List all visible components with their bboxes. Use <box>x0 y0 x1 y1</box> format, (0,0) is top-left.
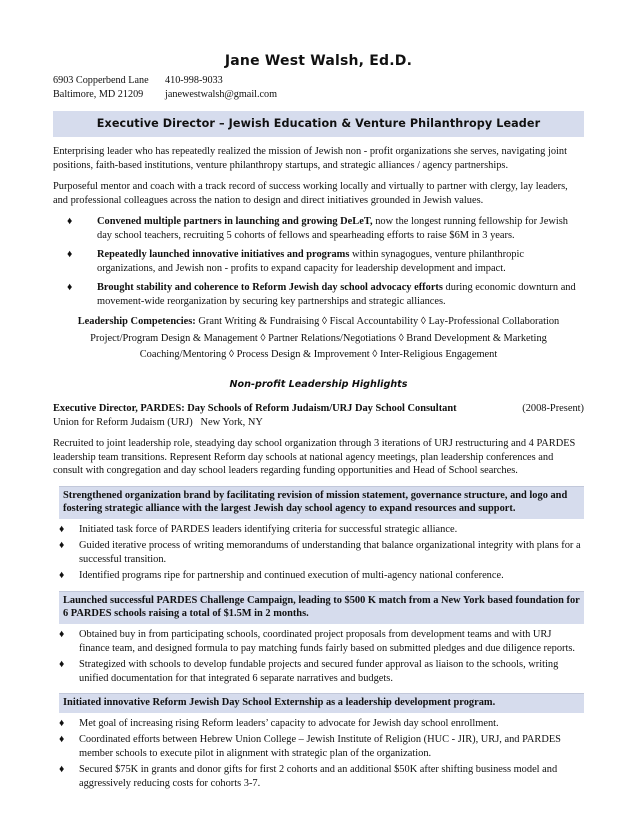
highlight-text: Secured $75K in grants and donor gifts for first 2 cohorts and an additional $50K after shifting business model and aggressively reducing costs for cohorts 3-7. <box>79 764 558 789</box>
key-achievement-lead: Repeatedly launched innovative initiatives and programs <box>97 249 350 261</box>
key-achievement-lead: Convened multiple partners in launching and growing DeLeT, <box>97 216 373 228</box>
job-organization: Union for Reform Judaism (URJ) <box>53 416 193 428</box>
diamond-bullet-icon: ♦ <box>59 717 65 729</box>
highlight-text: Initiated task force of PARDES leaders identifying criteria for successful strategic alliance. <box>79 523 458 535</box>
diamond-bullet-icon: ♦ <box>59 540 65 552</box>
highlight-item <box>59 717 584 731</box>
diamond-bullet-icon: ♦ <box>67 249 73 261</box>
highlight-band: Strengthened organization brand by facilitating revision of mission statement, governance structure, and logo and fostering strategic alliance with the largest Jewish day school agency to expand resources and support. <box>59 486 584 519</box>
highlight-band: Launched successful PARDES Challenge Campaign, leading to $500 K match from a New York based foundation for 6 PARDES schools raising a total of $1.5M in 2 months. <box>59 591 584 624</box>
candidate-name: Jane West Walsh, Ed.D. <box>224 53 413 69</box>
job-description: Recruited to joint leadership role, steadying day school organization through 3 iterations of URJ restructuring and 4 PARDES leadership team transitions. Represent Reform day schools at national agency meetings, plan leadership conferences and consult with congregation and day school leaders regarding funding opportunities and Head of School searches. <box>53 438 576 477</box>
summary-paragraph-2: Purposeful mentor and coach with a track record of success working locally and virtually to partner with clergy, lay leaders, and professional colleagues across the nation to design and direct initiatives grounded in Jewish values. <box>53 181 568 206</box>
email-address[interactable]: janewestwalsh@gmail.com <box>165 88 278 100</box>
job-title-row <box>53 402 584 416</box>
job-org-row <box>53 416 584 430</box>
summary-paragraph-1: Enterprising leader who has repeatedly realized the mission of Jewish non - profit organizations she serves, navigating joint positions, faith-based institutions, venture philanthropy startups, and strategic alliances / agency partnerships. <box>53 146 568 171</box>
highlight-item <box>59 539 584 566</box>
competencies-line-3: Coaching/Mentoring ◊ Process Design & Improvement ◊ Inter-Religious Engagement <box>139 348 498 360</box>
diamond-bullet-icon: ♦ <box>59 570 65 582</box>
diamond-bullet-icon: ♦ <box>59 659 65 671</box>
key-achievement-item <box>67 281 584 308</box>
highlight-text: Coordinated efforts between Hebrew Union College – Jewish Institute of Religion (HUC - JIR), URJ, and PARDES member schools to execute pilot in alignment with strategic plan of the organization. <box>79 734 561 759</box>
address-line-2: Baltimore, MD 21209 <box>53 88 144 100</box>
diamond-bullet-icon: ♦ <box>59 628 65 640</box>
key-achievement-text: now the longest running fellowship for Jewish day school teachers, recruiting 5 cohorts of fellows and spearheading efforts to raise $6M in 3 years. <box>97 216 568 241</box>
competencies-line-2: Project/Program Design & Management ◊ Partner Relations/Negotiations ◊ Brand Development & Marketing <box>90 332 547 344</box>
highlight-item <box>59 658 584 685</box>
highlight-item <box>59 569 584 583</box>
competencies-label: Leadership Competencies: <box>77 316 196 328</box>
highlight-band: Initiated innovative Reform Jewish Day School Externship as a leadership development program. <box>59 693 584 713</box>
phone-email-column <box>165 74 277 102</box>
competencies-line-1 <box>53 314 584 330</box>
headline-banner: Executive Director – Jewish Education & Venture Philanthropy Leader <box>53 111 584 138</box>
highlight-item <box>59 733 584 760</box>
job-title: Executive Director, PARDES: Day Schools of Reform Judaism/URJ Day School Consultant <box>53 403 457 415</box>
leadership-competencies <box>53 314 584 362</box>
diamond-bullet-icon: ♦ <box>67 282 73 294</box>
phone-number: 410-998-9033 <box>165 75 223 87</box>
job-location: New York, NY <box>200 416 263 428</box>
key-achievement-item <box>67 248 584 275</box>
highlight-item <box>59 523 584 537</box>
highlight-item <box>59 628 584 655</box>
highlight-list <box>53 523 584 583</box>
highlight-list <box>53 628 584 685</box>
highlight-text: Identified programs ripe for partnership and continued execution of multi-agency national conference. <box>79 570 504 582</box>
key-achievement-text: within synagogues, venture philanthropic organizations, and Jewish non - profits to expand capacity for leadership development and impact. <box>97 249 524 274</box>
section-title: Non-profit Leadership Highlights <box>229 378 408 390</box>
address-column <box>53 74 165 102</box>
diamond-bullet-icon: ♦ <box>59 764 65 776</box>
diamond-bullet-icon: ♦ <box>67 216 73 228</box>
highlight-text: Met goal of increasing rising Reform leaders’ capacity to advocate for Jewish day school enrollment. <box>79 717 499 729</box>
key-achievement-item <box>67 215 584 242</box>
highlight-text: Guided iterative process of writing memorandums of understanding that balance organizational integrity with plans for a successful transition. <box>79 540 581 565</box>
contact-block <box>53 74 584 102</box>
job-dates: (2008-Present) <box>522 403 584 415</box>
diamond-bullet-icon: ♦ <box>59 523 65 535</box>
highlight-list <box>53 717 584 791</box>
highlight-text: Strategized with schools to develop fundable projects and secured funder approval as liaison to the schools, writing unified documentation for that integrated 6 separate narratives and budgets. <box>79 659 559 684</box>
diamond-bullet-icon: ♦ <box>59 734 65 746</box>
key-achievements-list <box>53 215 584 308</box>
highlight-text: Obtained buy in from participating schools, coordinated project proposals from development teams and with URJ finance team, and designed formula to pay matching funds fairly based on submitted pledges and due diligence reports. <box>79 628 576 654</box>
competencies-text-1: Grant Writing & Fundraising ◊ Fiscal Accountability ◊ Lay-Professional Collaboration <box>195 316 560 328</box>
job-entry <box>53 402 584 790</box>
key-achievement-text: during economic downturn and movement-wide reorganization by securing key partnerships and strategic alliances. <box>97 282 576 307</box>
key-achievement-lead: Brought stability and coherence to Reform Jewish day school advocacy efforts <box>97 282 443 294</box>
address-line-1: 6903 Copperbend Lane <box>53 75 149 87</box>
highlight-item <box>59 763 584 790</box>
